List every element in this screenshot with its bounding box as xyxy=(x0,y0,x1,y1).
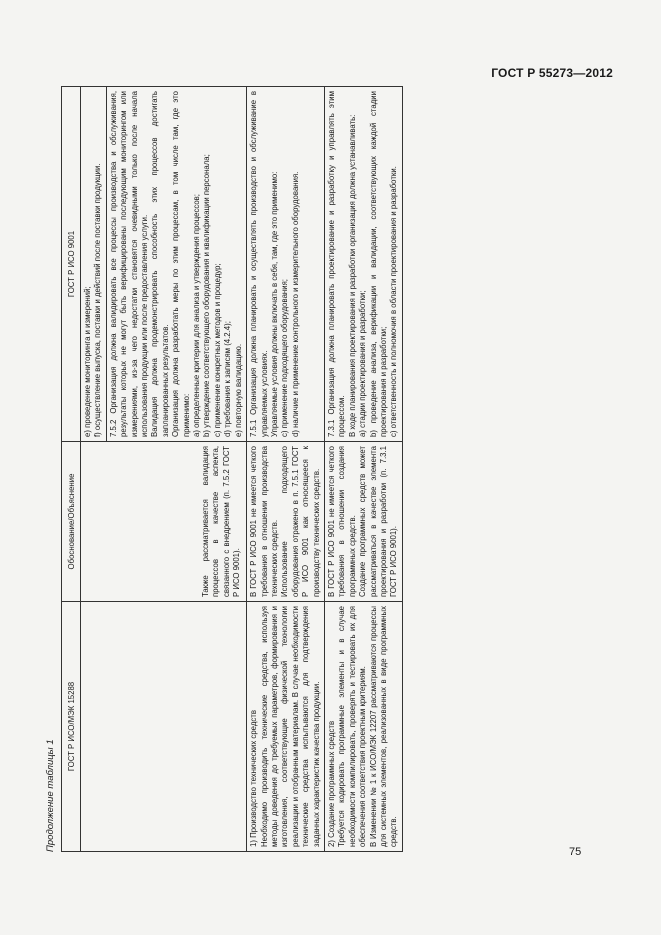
row4-col3-line: 7.3.1 Организация должна планировать проектирование и разработку и управлять этим процессом. xyxy=(326,91,347,437)
column-header-iso-15288: ГОСТ Р ИСО/МЭК 15288 xyxy=(62,602,81,852)
row4-col1-cell xyxy=(324,602,402,852)
row3-col3-line: d) наличие и применение контрольного и измерительного оборудования. xyxy=(290,171,300,437)
row4-col3-line: В ходе планирования проектирования и разработки организация должна устанавливать: xyxy=(347,114,357,437)
row4-col2-cell xyxy=(324,442,402,602)
table-row xyxy=(247,87,325,852)
row3-col3-line: 7.5.1 Организация должна планировать и осуществлять производство и обслуживание в управляемых условиях. xyxy=(249,91,269,437)
column-header-justification: Обоснование/Объяснение xyxy=(62,442,81,602)
row4-col3-line: а) стадии проектирования и разработки; xyxy=(358,290,368,437)
row2-col3-line: 7.5.2 Организация должна валидировать все процессы производства и обслуживания, результаты которых не могут быть верифицированы последующим мониторингом или измерениями, из-за чего недостатки становятся очевидными только после начала использования продукции или после предоставления услуги. xyxy=(108,91,150,437)
row3-col2-cell xyxy=(247,442,325,602)
row3-col3-line: с) применение подходящего оборудования; xyxy=(280,279,290,437)
row4-col1-line: 2) Создание программных средств xyxy=(326,720,336,847)
row4-col1-line: Требуется кодировать программные элементы и в случае необходимости компилировать, проверять и тестировать их для обеспечения соответствия проектным критериям. xyxy=(337,606,368,847)
column-header-iso-9001: ГОСТ Р ИСО 9001 xyxy=(62,87,81,442)
page-number: 75 xyxy=(569,846,582,858)
row2-col2-text: Также рассматривается валидация процессов в качестве аспекта, связанного с внедрением (п. 7.5.2 ГОСТ Р ИСО 9001). xyxy=(201,446,242,597)
row3-col1-line: 1) Производство технических средств xyxy=(249,710,259,847)
row3-col1-line: Необходимо производить технические средства, используя методы доведения до требуемых параметров, формирования и изготовления, соответствующие физической технологии реализации и отобранным материалам. В случае необходимости технические средства испытываются для подтверждения заданных характеристик качества продукции. xyxy=(259,606,321,847)
rotated-table-area xyxy=(45,87,590,852)
row4-col3-cell xyxy=(324,87,402,442)
row2-col3-line: Организация должна разработать меры по этим процессам, в том числе там, где это применимо: xyxy=(171,91,191,437)
row2-col3-line: с) применение конкретных методов и процедур; xyxy=(212,263,222,437)
table-header-row xyxy=(62,87,81,852)
row2-col3-line: е) повторную валидацию. xyxy=(233,343,243,437)
row4-col1-line: В Изменении № 1 к ИСО/МЭК 12207 рассматриваются процессы для системных элементов, реализованных в виде программных средств. xyxy=(368,606,399,847)
row3-col3-line: Управляемые условия должны включать в себя, там, где это применимо: xyxy=(269,171,279,437)
row1-col2-cell xyxy=(81,442,247,602)
row1-col3-line: е) проведение мониторинга и измерений; xyxy=(83,286,92,437)
row1-col3-cell xyxy=(81,87,107,442)
row1-col3-line: f) осуществление выпуска, поставки и действий после поставки продукции. xyxy=(93,163,103,437)
row2-col3-line: а) определенные критерии для анализа и утверждения процессов; xyxy=(192,194,202,437)
row2-col3-line: Валидация должна продемонстрировать способность этих процессов достигать запланированных результатов. xyxy=(150,91,170,437)
table-row xyxy=(81,87,107,852)
document-header: ГОСТ Р 55273—2012 xyxy=(491,66,613,80)
table-caption: Продолжение таблицы 1 xyxy=(45,739,56,852)
row2-col3-line: d) требования к записям (4.2.4); xyxy=(223,321,233,437)
row4-col2-line: Создание программных средств может рассматриваться в качестве элемента проектирования и разработки (п. 7.3.1 ГОСТ Р ИСО 9001). xyxy=(358,446,399,597)
row2-col3-cell xyxy=(106,87,246,442)
row3-col1-cell xyxy=(247,602,325,852)
row3-col2-line: В ГОСТ Р ИСО 9001 не имеется четкого требования в отношении производства технических средств. xyxy=(249,446,279,597)
row2-col3-line: b) утверждение соответствующего оборудования и квалификации персонала; xyxy=(202,154,212,437)
table-row xyxy=(324,87,402,852)
row4-col2-line: В ГОСТ Р ИСО 9001 не имеется четкого требования в отношении создания программных средств. xyxy=(326,446,357,597)
row3-col3-cell xyxy=(247,87,325,442)
row3-col2-line: Использование подходящего оборудования отражено в п. 7.5.1 ГОСТ Р ИСО 9001 как относящееся к производству технических средств. xyxy=(280,446,321,597)
row4-col3-line: b) проведение анализа, верификации и валидации, соответствующих каждой стадии проектирования и разработки; xyxy=(368,91,388,437)
comparison-table xyxy=(61,86,403,852)
row4-col3-line: с) ответственность и полномочия в области проектирования и разработки. xyxy=(389,166,399,437)
row1-col1-cell xyxy=(81,602,247,852)
